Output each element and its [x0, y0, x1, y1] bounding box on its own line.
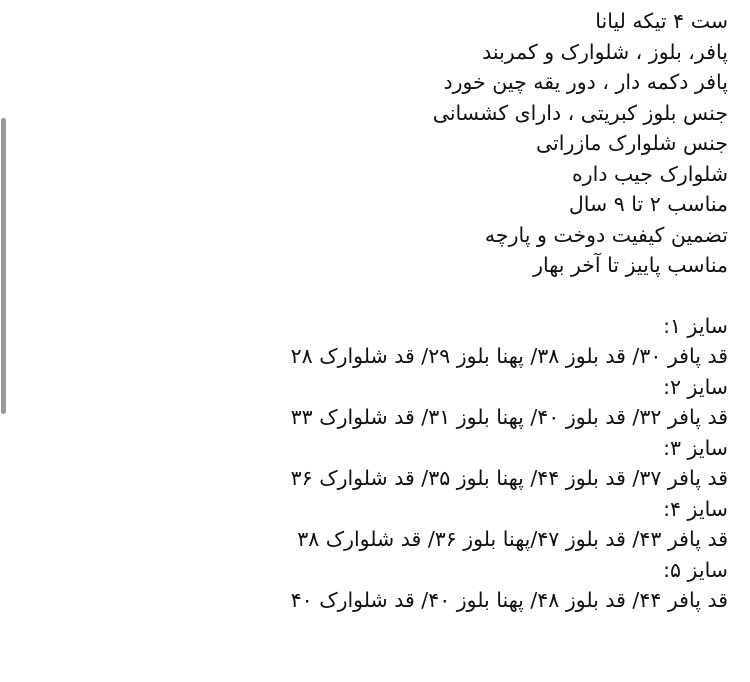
- description-line: تضمین کیفیت دوخت و پارچه: [484, 222, 728, 247]
- size-chart: [22, 311, 728, 616]
- product-description: [22, 6, 728, 281]
- description-line: ست ۴ تیکه لیانا: [595, 9, 728, 33]
- scrollbar-thumb[interactable]: [1, 118, 6, 414]
- description-line: پافر، بلوز ، شلوارک و کمربند: [482, 39, 728, 64]
- size-label: سایز ۲:: [663, 374, 728, 399]
- description-line: جنس شلوارک مازراتی: [535, 131, 728, 155]
- size-detail: قد پافر ۳۰/ قد بلوز ۳۸/ پهنا بلوز ۲۹/ قد شلوارک ۲۸: [290, 344, 728, 368]
- size-label: سایز ۵:: [663, 557, 728, 582]
- size-label: سایز ۴:: [663, 496, 728, 521]
- size-detail: قد پافر ۴۴/ قد بلوز ۴۸/ پهنا بلوز ۴۰/ قد شلوارک ۴۰: [290, 588, 728, 612]
- description-line: پافر دکمه دار ، دور یقه چین خورد: [443, 70, 728, 94]
- size-label: سایز ۳:: [663, 435, 728, 460]
- size-detail: قد پافر ۴۳/ قد بلوز ۴۷/پهنا بلوز ۳۶/ قد شلوارک ۳۸: [297, 527, 728, 551]
- size-detail: قد پافر ۳۷/ قد بلوز ۴۴/ پهنا بلوز ۳۵/ قد شلوارک ۳۶: [290, 466, 728, 490]
- description-line: شلوارک جیب داره: [572, 161, 728, 186]
- description-line: مناسب ۲ تا ۹ سال: [568, 192, 728, 216]
- description-line: مناسب پاییز تا آخر بهار: [533, 253, 728, 277]
- scrollbar[interactable]: [0, 0, 7, 682]
- size-detail: قد پافر ۳۲/ قد بلوز ۴۰/ پهنا بلوز ۳۱/ قد شلوارک ۳۳: [290, 405, 728, 429]
- section-spacer: [22, 281, 728, 311]
- description-line: جنس بلوز کبریتی ، دارای کشسانی: [432, 100, 728, 125]
- size-label: سایز ۱:: [663, 313, 728, 338]
